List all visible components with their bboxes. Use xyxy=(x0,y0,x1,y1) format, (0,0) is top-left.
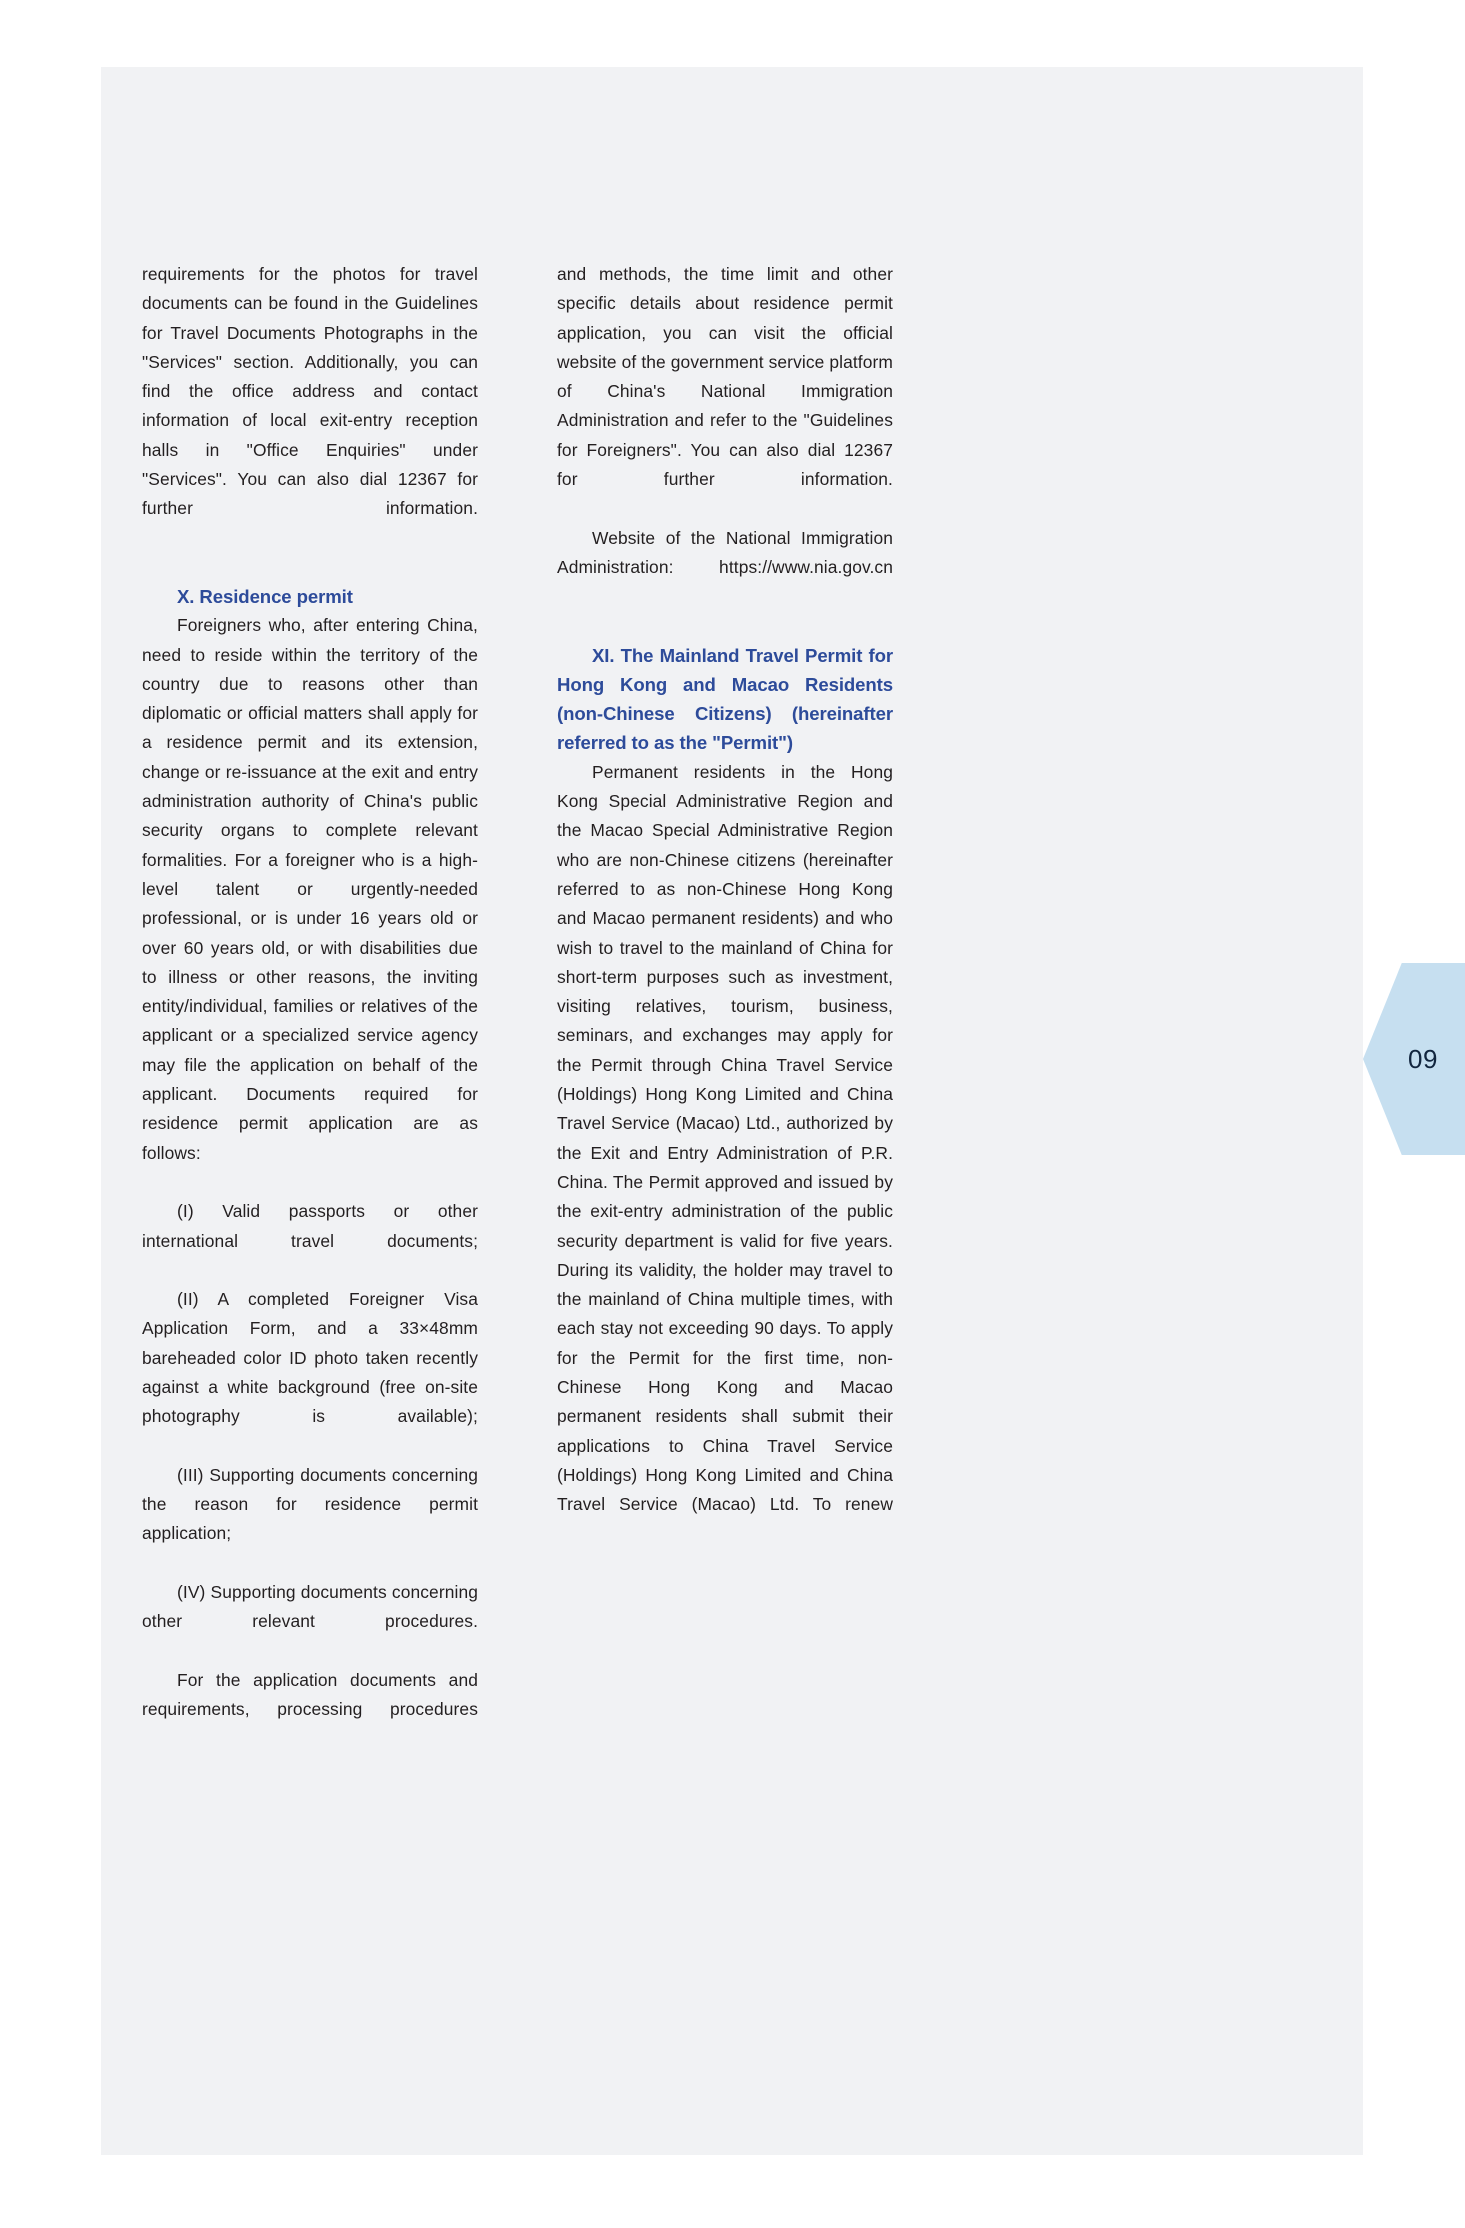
right-text-column xyxy=(557,260,893,1950)
body-paragraph: (IV) Supporting documents concerning other relevant procedures. xyxy=(142,1582,478,1632)
body-paragraph: Foreigners who, after entering China, need to reside within the territory of the country due to reasons other than diplomatic or official matters shall apply for a residence permit and its extension, change or re-issuance at the exit and entry administration authority of China's public security organs to complete relevant formalities. For a foreigner who is a high-level talent or urgently-needed professional, or is under 16 years old or over 60 years old, or with disabilities due to illness or other reasons, the inviting entity/individual, families or relatives of the applicant or a specialized service agency may file the application on behalf of the applicant. Documents required for residence permit application are as follows: xyxy=(142,615,478,1163)
body-paragraph: (II) A completed Foreigner Visa Application Form, and a 33×48mm bareheaded color ID photo taken recently against a white background (free on-site photography is available); xyxy=(142,1289,478,1427)
body-paragraph: (III) Supporting documents concerning the reason for residence permit application; xyxy=(142,1464,478,1544)
document-text-body xyxy=(142,260,893,1950)
body-paragraph: For the application documents and requirements, processing procedures xyxy=(142,1669,478,1720)
left-text-column xyxy=(142,260,478,1950)
page-number-label: 09 xyxy=(1408,1043,1438,1074)
page-number-tab xyxy=(1363,963,1465,1155)
body-paragraph: requirements for the photos for travel documents can be found in the Guidelines for Travel Documents Photographs in the "Services" section. Additionally, you can find the office address and contact information of local exit-entry reception halls in "Office Enquiries" under "Services". You can also dial 12367 for further information. xyxy=(142,264,478,519)
heading-spacer xyxy=(142,553,478,582)
body-paragraph: (I) Valid passports or other international travel documents; xyxy=(142,1201,478,1251)
body-paragraph: Website of the National Immigration Administration: https://www.nia.gov.cn xyxy=(557,527,893,577)
section-heading: XI. The Mainland Travel Permit for Hong Kong and Macao Residents (non-Chinese Citizens) (hereinafter referred to as the "Permit") xyxy=(557,644,893,754)
body-paragraph: and methods, the time limit and other specific details about residence permit application, you can visit the official website of the government service platform of China's National Immigration Administration and refer to the "Guidelines for Foreigners". You can also dial 12367 for further information. xyxy=(557,264,893,490)
heading-spacer xyxy=(557,612,893,641)
body-paragraph: Permanent residents in the Hong Kong Special Administrative Region and the Macao Special Administrative Region who are non-Chinese citizens (hereinafter referred to as non-Chinese Hong Kong and Macao permanent residents) and who wish to travel to the mainland of China for short-term purposes such as investment, visiting relatives, tourism, business, seminars, and exchanges may apply for the Permit through China Travel Service (Holdings) Hong Kong Limited and China Travel Service (Macao) Ltd., authorized by the Exit and Entry Administration of P.R. China. The Permit approved and issued by the exit-entry administration of the public security department is valid for five years. During its validity, the holder may travel to the mainland of China multiple times, with each stay not exceeding 90 days. To apply for the Permit for the first time, non-Chinese Hong Kong and Macao permanent residents shall submit their applications to China Travel Service (Holdings) Hong Kong Limited and China Travel Service (Macao) Ltd. To renew xyxy=(557,761,893,1515)
section-heading: X. Residence permit xyxy=(177,585,353,607)
